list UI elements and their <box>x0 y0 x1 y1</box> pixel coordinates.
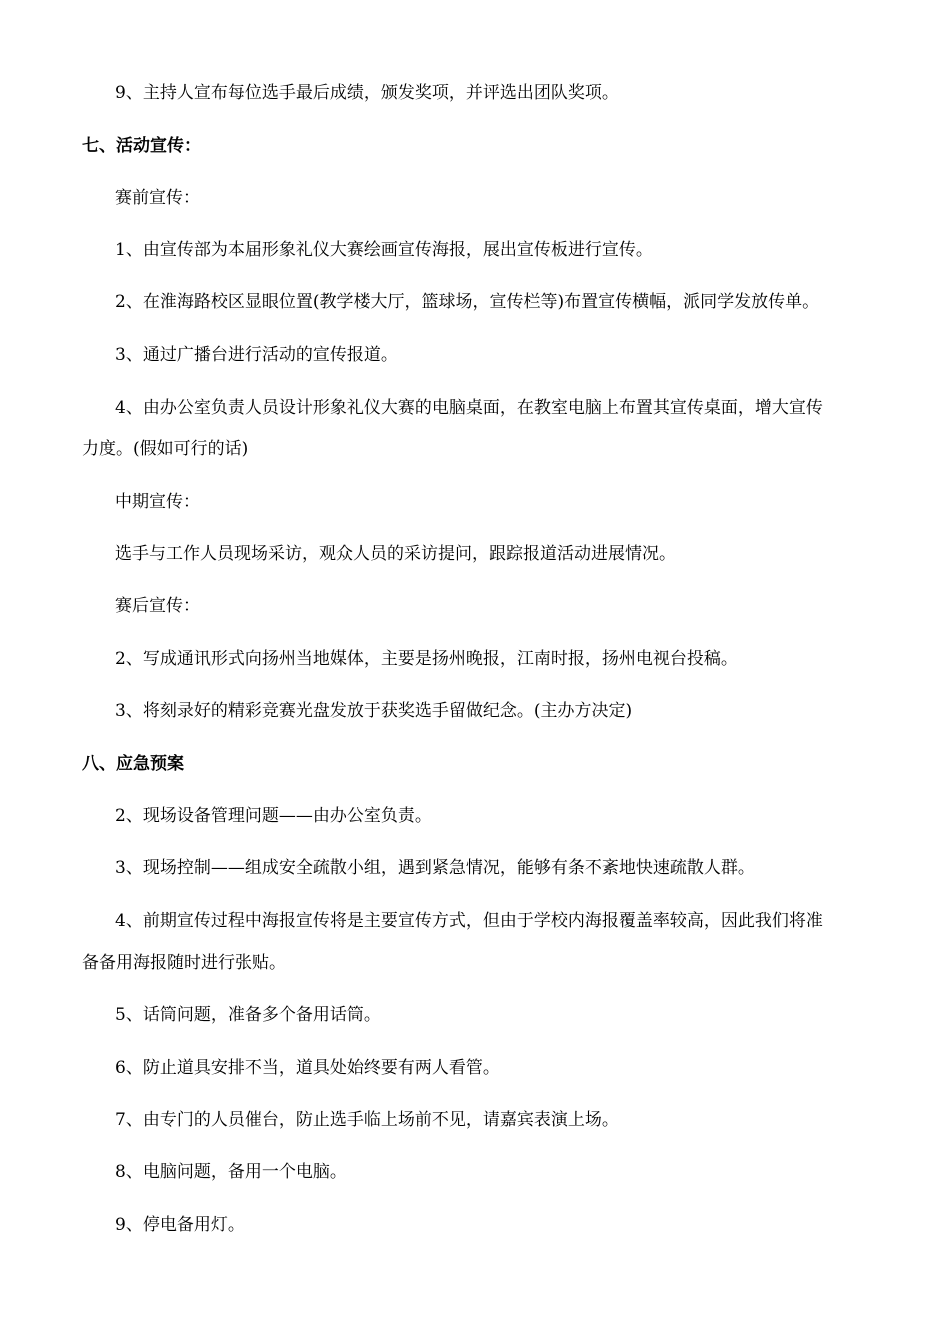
paragraph-item-1-poster: 1、由宣传部为本届形象礼仪大赛绘画宣传海报，展出宣传板进行宣传。 <box>115 240 653 260</box>
paragraph-interview: 选手与工作人员现场采访，观众人员的采访提问，跟踪报道活动进展情况。 <box>115 544 676 564</box>
paragraph-item-3-control: 3、现场控制——组成安全疏散小组，遇到紧急情况，能够有条不紊地快速疏散人群。 <box>115 858 755 878</box>
paragraph-item-4-poster-backup-continued: 备备用海报随时进行张贴。 <box>82 953 286 973</box>
paragraph-item-5-microphone: 5、话筒问题，准备多个备用话筒。 <box>115 1005 381 1025</box>
paragraph-item-9-award: 9、主持人宣布每位选手最后成绩，颁发奖项，并评选出团队奖项。 <box>115 83 619 103</box>
paragraph-item-3-broadcast: 3、通过广播台进行活动的宣传报道。 <box>115 345 398 365</box>
paragraph-item-7-stage: 7、由专门的人员催台，防止选手临上场前不见，请嘉宾表演上场。 <box>115 1110 619 1130</box>
paragraph-item-8-computer: 8、电脑问题，备用一个电脑。 <box>115 1162 347 1182</box>
subheading-mid-event: 中期宣传： <box>115 492 200 512</box>
paragraph-item-4-desktop: 4、由办公室负责人员设计形象礼仪大赛的电脑桌面，在教室电脑上布置其宣传桌面，增大宣传 <box>115 398 823 418</box>
paragraph-item-2-equipment: 2、现场设备管理问题——由办公室负责。 <box>115 806 432 826</box>
paragraph-item-9-lamp: 9、停电备用灯。 <box>115 1215 245 1235</box>
subheading-post-event: 赛后宣传： <box>115 596 200 616</box>
section-heading-publicity: 七、活动宣传： <box>82 136 201 156</box>
paragraph-item-4-desktop-continued: 力度。(假如可行的话) <box>82 439 249 459</box>
paragraph-item-3-disc: 3、将刻录好的精彩竞赛光盘发放于获奖选手留做纪念。(主办方决定) <box>115 701 633 721</box>
paragraph-item-2-banner: 2、在淮海路校区显眼位置(教学楼大厅，篮球场，宣传栏等)布置宣传横幅，派同学发放传单。 <box>115 292 820 312</box>
section-heading-emergency: 八、应急预案 <box>82 754 184 774</box>
paragraph-item-4-poster-backup: 4、前期宣传过程中海报宣传将是主要宣传方式，但由于学校内海报覆盖率较高，因此我们将准 <box>115 911 823 931</box>
paragraph-item-2-media: 2、写成通讯形式向扬州当地媒体，主要是扬州晚报，江南时报，扬州电视台投稿。 <box>115 649 738 669</box>
paragraph-item-6-props: 6、防止道具安排不当，道具处始终要有两人看管。 <box>115 1058 500 1078</box>
subheading-pre-event: 赛前宣传： <box>115 188 200 208</box>
